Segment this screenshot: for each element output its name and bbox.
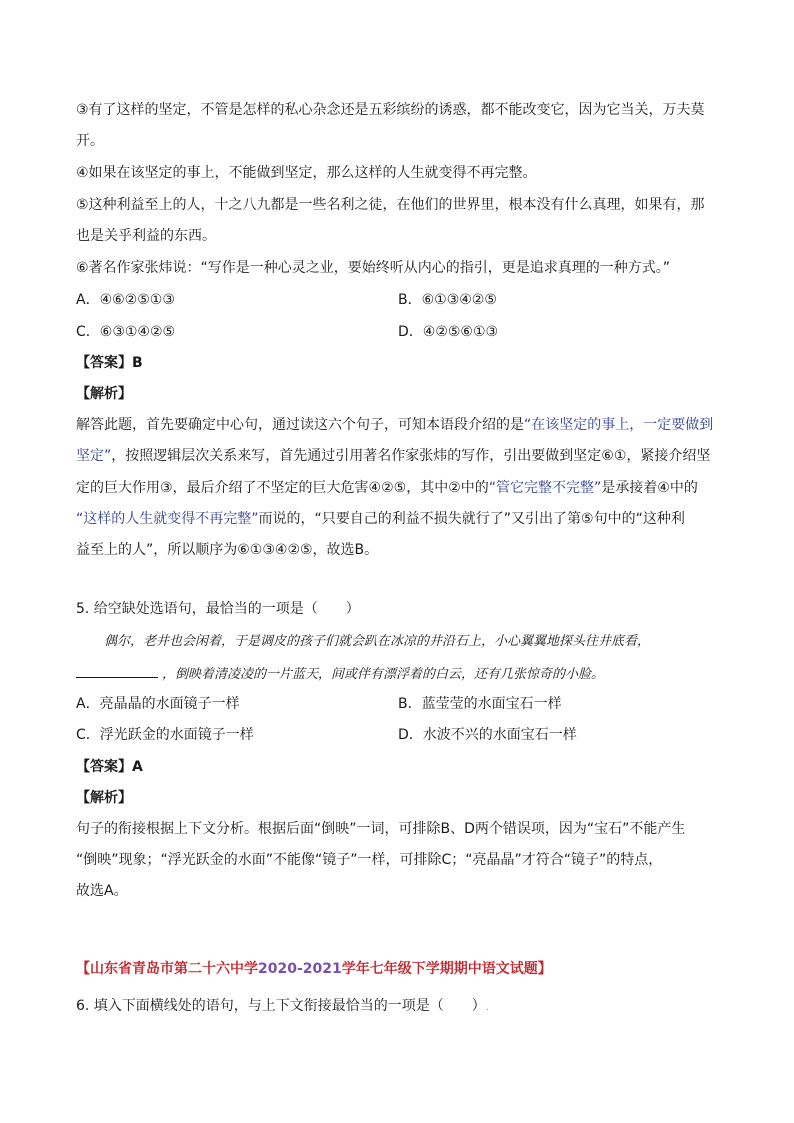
q5-analysis-line-1: 句子的衔接根据上下文分析。根据后面“倒映”一词，可排除B、D两个错误项，因为“宝石”不能产生 [76,821,686,837]
q5-analysis-line-3: 故选A。 [76,883,128,899]
q6-stem [76,997,489,1017]
q5-option-b: B．蓝莹莹的水面宝石一样 [398,696,562,712]
q6-source [76,960,552,978]
prev-answer: 【答案】B [76,355,143,371]
sentence-3-line-2: 开。 [76,133,104,149]
passage-text: ，倒映着清凌凌的一片蓝天，间或伴有漂浮着的白云，还有几张惊奇的小脸。 [162,667,605,682]
trailing-mark: . [485,1002,489,1013]
source-year: 2020-2021 [258,961,342,977]
highlight-quote: “这样的人生就变得不再完整” [76,511,259,527]
q5-passage-line-1: 偶尔，老井也会闲着，于是调皮的孩子们就会趴在冰凉的井沿石上，小心翼翼地探头往井底看， [104,634,651,649]
highlight-quote: “在该坚定的事上，一定要做到 [524,417,714,433]
analysis-text: 解答此题，首先要确定中心句，通过读这六个句子，可知本语段介绍的是 [76,417,524,433]
analysis-text: 是承接着④中的 [601,480,698,496]
prev-analysis-line-2 [76,447,710,465]
sentence-6: ⑥著名作家张炜说：“写作是一种心灵之业，要始终听从内心的指引，更是追求真理的一种方式。” [76,260,671,276]
prev-analysis-line-1 [76,416,713,434]
prev-analysis-line-4 [76,510,685,528]
prev-analysis-label: 【解析】 [76,386,132,402]
analysis-text: 定的巨大作用③，最后介绍了不坚定的巨大危害④②⑤，其中②中的 [76,480,489,496]
highlight-quote: “管它完整不完整” [488,480,602,496]
source-text: 【山东省青岛市第二十六中学 [76,961,258,977]
q6-stem-text: 6. 填入下面横线处的语句，与上下文衔接最恰当的一项是（ ） [76,998,486,1014]
q5-analysis-label: 【解析】 [76,790,132,806]
q5-answer: 【答案】A [76,759,143,775]
sentence-5-line-1: ⑤这种利益至上的人，十之八九都是一些名利之徒，在他们的世界里，根本没有什么真理，如果有，那 [76,197,705,213]
prev-analysis-line-3 [76,479,698,497]
analysis-text: ，按照逻辑层次关系来写，首先通过引用著名作家张炜的写作，引出要做到坚定⑥①，紧接介绍坚 [111,448,711,464]
sentence-3-line-1: ③有了这样的坚定，不管是怎样的私心杂念还是五彩缤纷的诱惑，都不能改变它，因为它当关，万夫莫 [76,102,705,118]
q5-passage-line-2 [76,665,604,684]
q5-analysis-line-2: “倒映”现象；“浮光跃金的水面”不能像“镜子”一样，可排除C；“亮晶晶”才符合“镜子”的特点， [76,852,663,868]
q5-option-c: C．浮光跃金的水面镜子一样 [76,727,254,743]
highlight-quote: 坚定” [76,448,112,464]
analysis-text: 而说的，“只要自己的利益不损失就行了”又引出了第⑤句中的“这种利 [258,511,685,527]
sentence-4: ④如果在该坚定的事上，不能做到坚定，那么这样的人生就变得不再完整。 [76,165,537,181]
fill-blank [76,665,158,678]
prev-option-c: C．⑥③①④②⑤ [76,324,176,340]
q5-option-d: D．水波不兴的水面宝石一样 [398,727,577,743]
sentence-5-line-2: 也是关乎利益的东西。 [76,228,216,244]
prev-option-d: D．④②⑤⑥①③ [398,324,499,340]
prev-option-b: B．⑥①③④②⑤ [398,292,497,308]
q5-option-a: A．亮晶晶的水面镜子一样 [76,696,240,712]
source-text: 学年七年级下学期期中语文试题】 [341,961,552,977]
q5-stem: 5. 给空缺处选语句，最恰当的一项是（ ） [76,601,360,617]
prev-analysis-line-5: 益至上的人”，所以顺序为⑥①③④②⑤，故选B。 [76,542,379,558]
prev-option-a: A．④⑥②⑤①③ [76,292,175,308]
